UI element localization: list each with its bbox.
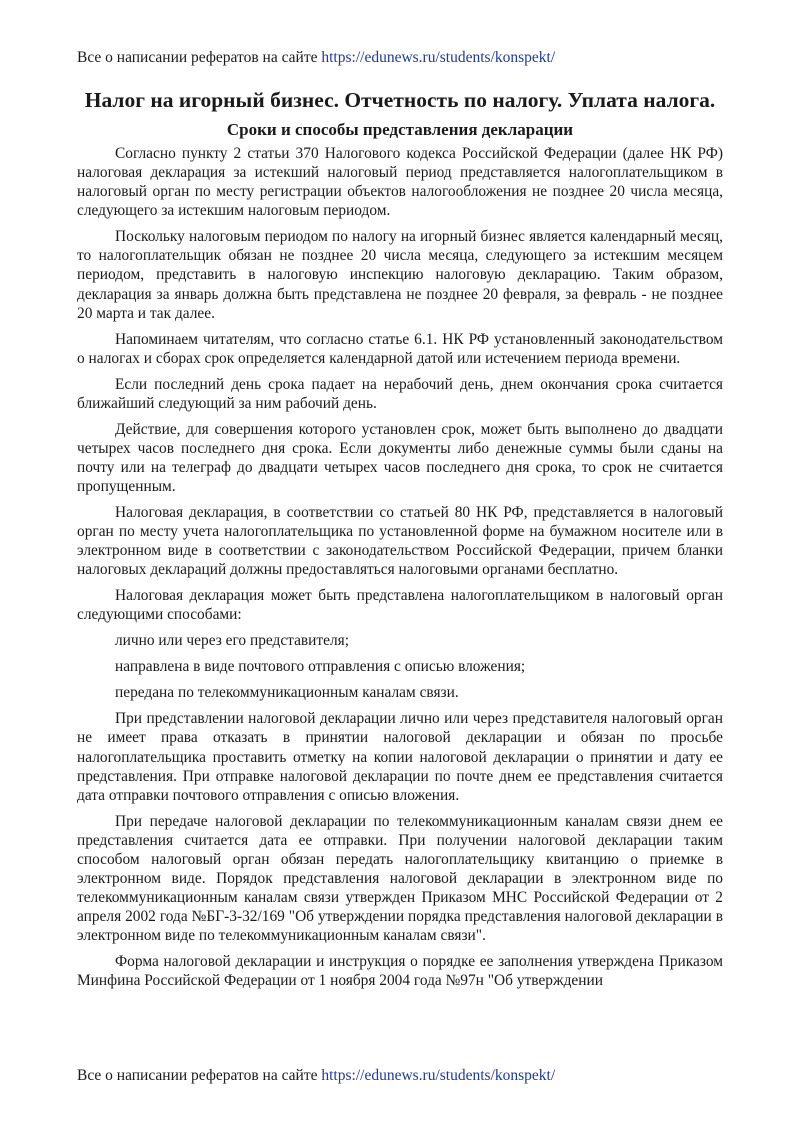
list-item: передана по телекоммуникационным каналам связи. xyxy=(115,684,459,702)
list-item: направлена в виде почтового отправления с описью вложения; xyxy=(115,658,526,676)
paragraph: Налоговая декларация, в соответствии со статьей 80 НК РФ, представляется в налоговый орган по месту учета налогоплательщика по установленной форме на бумажном носителе или в электронном виде в соответствии с законодательством Российской Федерации, причем бланки налоговых деклараций должны предоставляться налоговыми органами бесплатно. xyxy=(77,504,723,579)
document-title: Налог на игорный бизнес. Отчетность по налогу. Уплата налога. xyxy=(84,88,716,112)
paragraph: Форма налоговой декларации и инструкция о порядке ее заполнения утверждена Приказом Минфина Российской Федерации от 1 ноября 2004 года №97н "Об утверждении xyxy=(77,953,723,990)
paragraph: При представлении налоговой декларации лично или через представителя налоговый орган не имеет права отказать в принятии налоговой декларации и обязан по просьбе налогоплательщика проставить отметку на копии налоговой декларации о принятии и дату ее представления. При отправке налоговой декларации по почте днем ее представления считается дата отправки почтового отправления с описью вложения. xyxy=(77,710,723,804)
paragraph: Напоминаем читателям, что согласно статье 6.1. НК РФ установленный законодательством о налогах и сборах срок определяется календарной датой или истечением периода времени. xyxy=(77,330,723,367)
footer-link[interactable]: https://edunews.ru/students/konspekt/ xyxy=(321,1067,556,1084)
paragraph: Налоговая декларация может быть представлена налогоплательщиком в налоговый орган следующими способами: xyxy=(77,587,723,624)
paragraph: Поскольку налоговым периодом по налогу на игорный бизнес является календарный месяц, то налогоплательщик обязан не позднее 20 числа месяца, следующего за истекшим месяцем периодом, представить в налоговую инспекцию налоговую декларацию. Таким образом, декларация за январь должна быть представлена не позднее 20 февраля, за февраль - не позднее 20 марта и так далее. xyxy=(77,228,723,322)
paragraph: Если последний день срока падает на нерабочий день, днем окончания срока считается ближайший следующий за ним рабочий день. xyxy=(77,375,723,412)
header-text: Все о написании рефератов на сайте xyxy=(77,49,322,66)
footer-text: Все о написании рефератов на сайте xyxy=(77,1067,322,1084)
section-heading: Сроки и способы представления декларации xyxy=(226,120,574,139)
paragraph: При передаче налоговой декларации по телекоммуникационным каналам связи днем ее представления считается дата ее отправки. При получении налоговой декларации таким способом налоговый орган обязан передать налогоплательщику квитанцию о приемке в электронном виде. Порядок представления налоговой декларации в электронном виде по телекоммуникационным каналам связи утвержден Приказом МНС Российской Федерации от 2 апреля 2002 года №БГ-3-32/169 "Об утверждении порядка представления налоговой декларации в электронном виде по телекоммуникационным каналам связи". xyxy=(77,812,723,945)
paragraph: Действие, для совершения которого установлен срок, может быть выполнено до двадцати четырех часов последнего дня срока. Если документы либо денежные суммы были сданы на почту или на телеграф до двадцати четырех часов последнего дня срока, то срок не считается пропущенным. xyxy=(77,420,723,496)
paragraph: Согласно пункту 2 статьи 370 Налогового кодекса Российской Федерации (далее НК РФ) налоговая декларация за истекший налоговый период представляется налогоплательщиком в налоговый орган по месту регистрации объектов налогообложения не позднее 20 числа месяца, следующего за истекшим налоговым периодом. xyxy=(77,145,723,220)
header-link[interactable]: https://edunews.ru/students/konspekt/ xyxy=(321,49,556,66)
document-content xyxy=(77,86,723,990)
page-footer xyxy=(77,1066,555,1086)
list-item: лично или через его представителя; xyxy=(115,632,350,650)
